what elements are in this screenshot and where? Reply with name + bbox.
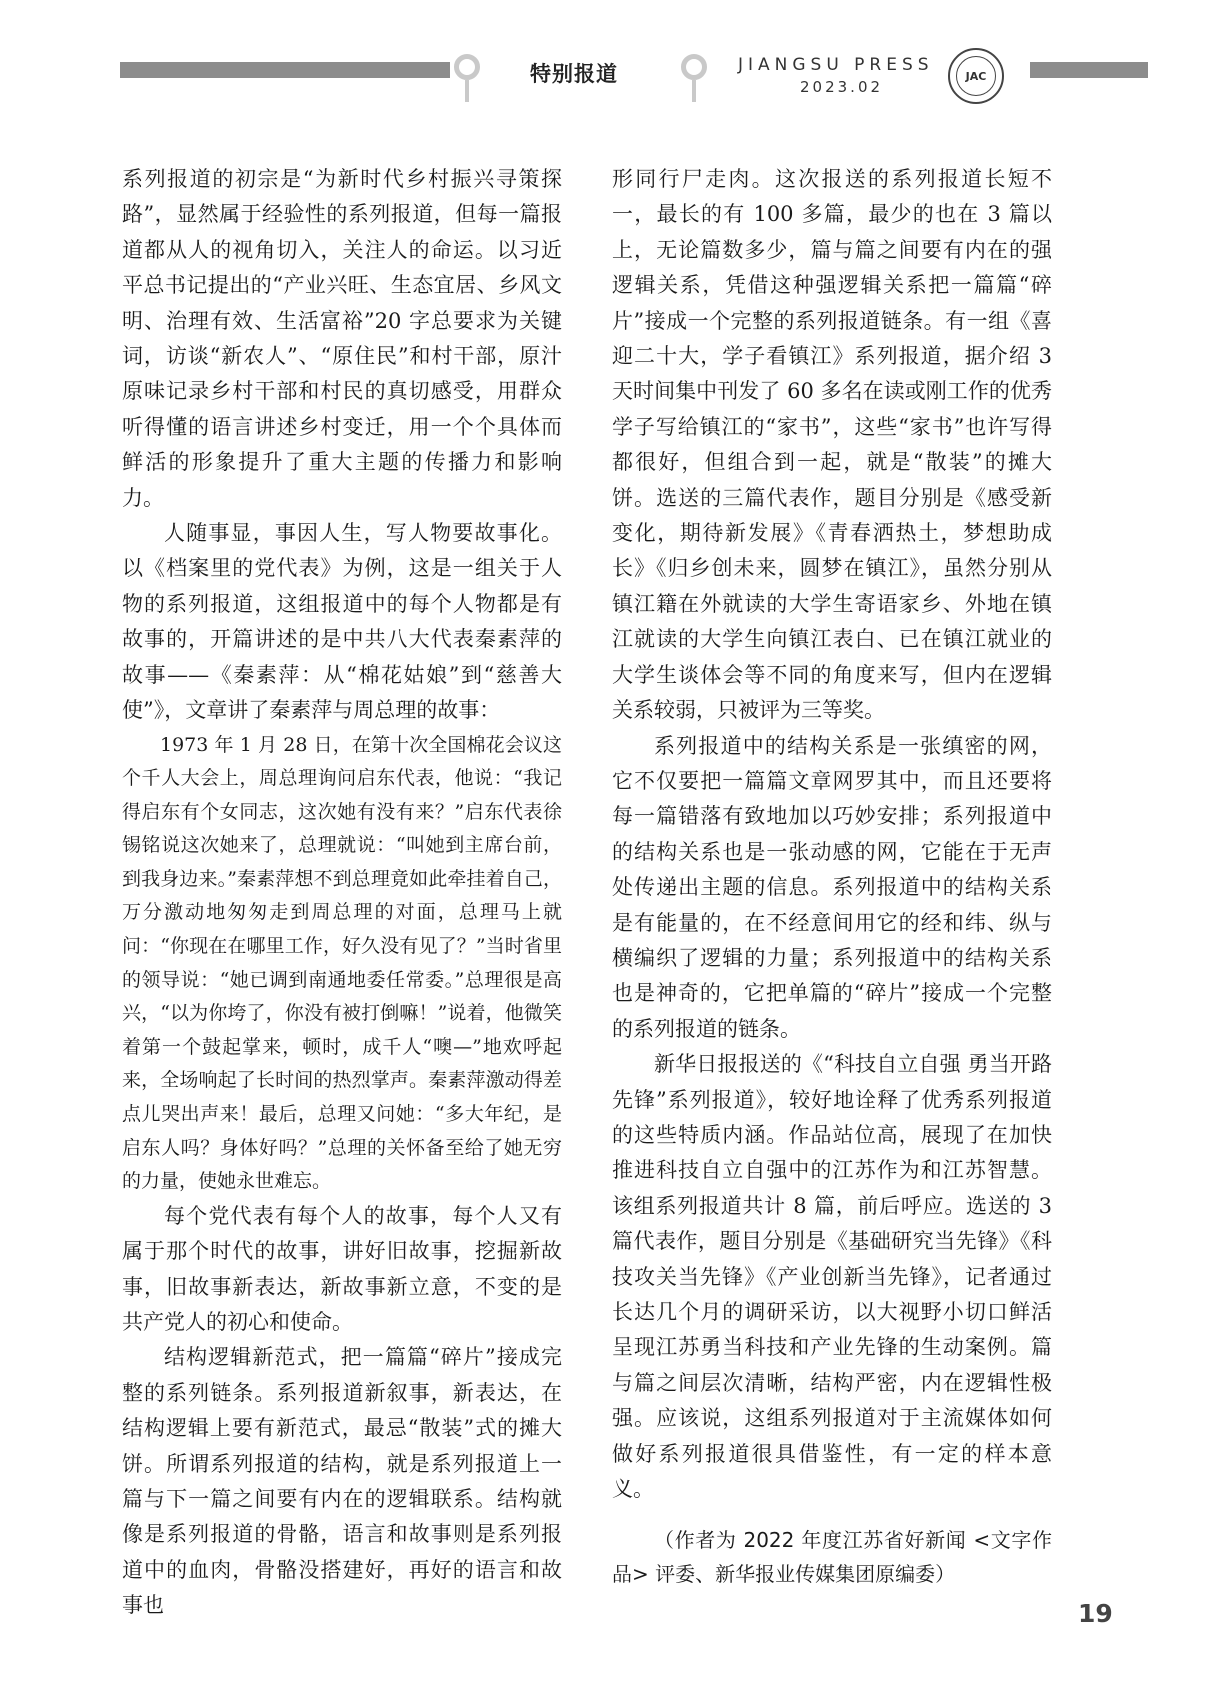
- paragraph: 系列报道中的结构关系是一张缜密的网，它不仅要把一篇篇文章网罗其中，而且还要将每一篇错落有致地加以巧妙安排；系列报道中的结构关系也是一张动感的网，它能在于无声处传递出主题的信息。系列报道中的结构关系是有能量的，在不经意间用它的经和纬、纵与横编织了逻辑的力量；系列报道中的结构关系也是神奇的，它把单篇的“碎片”接成一个完整的系列报道的链条。: [612, 733, 1052, 1041]
- pin-icon: [454, 54, 480, 80]
- issue-number: 2023.02: [800, 78, 884, 96]
- header-rule-right: [1030, 62, 1148, 78]
- pin-icon: [681, 54, 707, 80]
- article-column-right: [612, 162, 1052, 1591]
- paragraph: 系列报道的初宗是“为新时代乡村振兴寻策探路”，显然属于经验性的系列报道，但每一篇报道都从人的视角切入，关注人的命运。以习近平总书记提出的“产业兴旺、生态宜居、乡风文明、治理有效、生活富裕”20 字总要求为关键词，访谈“新农人”、“原住民”和村干部，原汁原味记录乡村干部和村民的真切感受，用群众听得懂的语言讲述乡村变迁，用一个个具体而鲜活的形象提升了重大主题的传播力和影响力。: [122, 167, 562, 510]
- author-note: （作者为 2022 年度江苏省好新闻 <文字作品> 评委、新华报业传媒集团原编委）: [612, 1528, 1052, 1587]
- article-column-left: [122, 162, 562, 1624]
- seal-inner-ring: JAC: [956, 56, 996, 96]
- header-rule-left: [120, 62, 450, 78]
- paragraph: 每个党代表有每个人的故事，每个人又有属于那个时代的故事，讲好旧故事，挖掘新故事，旧故事新表达，新故事新立意，不变的是共产党人的初心和使命。: [122, 1203, 562, 1335]
- paragraph: 形同行尸走肉。这次报送的系列报道长短不一，最长的有 100 多篇，最少的也在 3 篇以上，无论篇数多少，篇与篇之间要有内在的强逻辑关系，凭借这种强逻辑关系把一篇篇“碎片”接成一个完整的系列报道链条。有一组《喜迎二十大，学子看镇江》系列报道，据介绍 3 天时间集中刊发了 60 多名在读或刚工作的优秀学子写给镇江的“家书”，这些“家书”也许写得都很好，但组合到一起，就是“散装”的摊大饼。选送的三篇代表作，题目分别是《感受新变化，期待新发展》《青春洒热土，梦想助成长》《归乡创未来，圆梦在镇江》，虽然分别从镇江籍在外就读的大学生寄语家乡、外地在镇江就读的大学生向镇江表白、已在镇江就业的大学生谈体会等不同的角度来写，但内在逻辑关系较弱，只被评为三等奖。: [612, 167, 1052, 723]
- paragraph: 结构逻辑新范式，把一篇篇“碎片”接成完整的系列链条。系列报道新叙事，新表达，在结构逻辑上要有新范式，最忌“散装”式的摊大饼。所谓系列报道的结构，就是系列报道上一篇与下一篇之间要有内在的逻辑联系。结构就像是系列报道的骨骼，语言和故事则是系列报道中的血肉，骨骼没搭建好，再好的语言和故事也: [122, 1345, 562, 1618]
- section-title: 特别报道: [530, 62, 618, 86]
- journal-seal-logo: [948, 48, 1004, 104]
- block-quote: 1973 年 1 月 28 日，在第十次全国棉花会议这个千人大会上，周总理询问启东代表，他说：“我记得启东有个女同志，这次她有没有来？”启东代表徐锡铭说这次她来了，总理就说：“叫她到主席台前，到我身边来。”秦素萍想不到总理竟如此牵挂着自己，万分激动地匆匆走到周总理的对面，总理马上就问：“你现在在哪里工作，好久没有见了？”当时省里的领导说：“她已调到南通地委任常委。”总理很是高兴，“以为你垮了，你没有被打倒嘛！”说着，他微笑着第一个鼓起掌来，顿时，成千人“噢—”地欢呼起来，全场响起了长时间的热烈掌声。秦素萍激动得差点儿哭出声来！最后，总理又问她：“多大年纪，是启东人吗？身体好吗？”总理的关怀备至给了她无穷的力量，使她永世难忘。: [122, 733, 562, 1193]
- paragraph: 新华日报报送的《“科技自立自强 勇当开路先锋”系列报道》，较好地诠释了优秀系列报道的这些特质内涵。作品站位高，展现了在加快推进科技自立自强中的江苏作为和江苏智慧。该组系列报道共计 8 篇，前后呼应。选送的 3 篇代表作，题目分别是《基础研究当先锋》《科技攻关当先锋》《产业创新当先锋》，记者通过长达几个月的调研采访，以大视野小切口鲜活呈现江苏勇当科技和产业先锋的生动案例。篇与篇之间层次清晰，结构严密，内在逻辑性极强。应该说，这组系列报道对于主流媒体如何做好系列报道很具借鉴性，有一定的样本意义。: [612, 1052, 1052, 1502]
- magazine-brand: JIANGSU PRESS: [738, 55, 934, 75]
- page-header: [0, 0, 1211, 110]
- page-number: 19: [1078, 1599, 1113, 1628]
- paragraph: 人随事显，事因人生，写人物要故事化。以《档案里的党代表》为例，这是一组关于人物的系列报道，这组报道中的每个人物都是有故事的，开篇讲述的是中共八大代表秦素萍的故事——《秦素萍：从“棉花姑娘”到“慈善大使”》，文章讲了秦素萍与周总理的故事：: [122, 521, 562, 723]
